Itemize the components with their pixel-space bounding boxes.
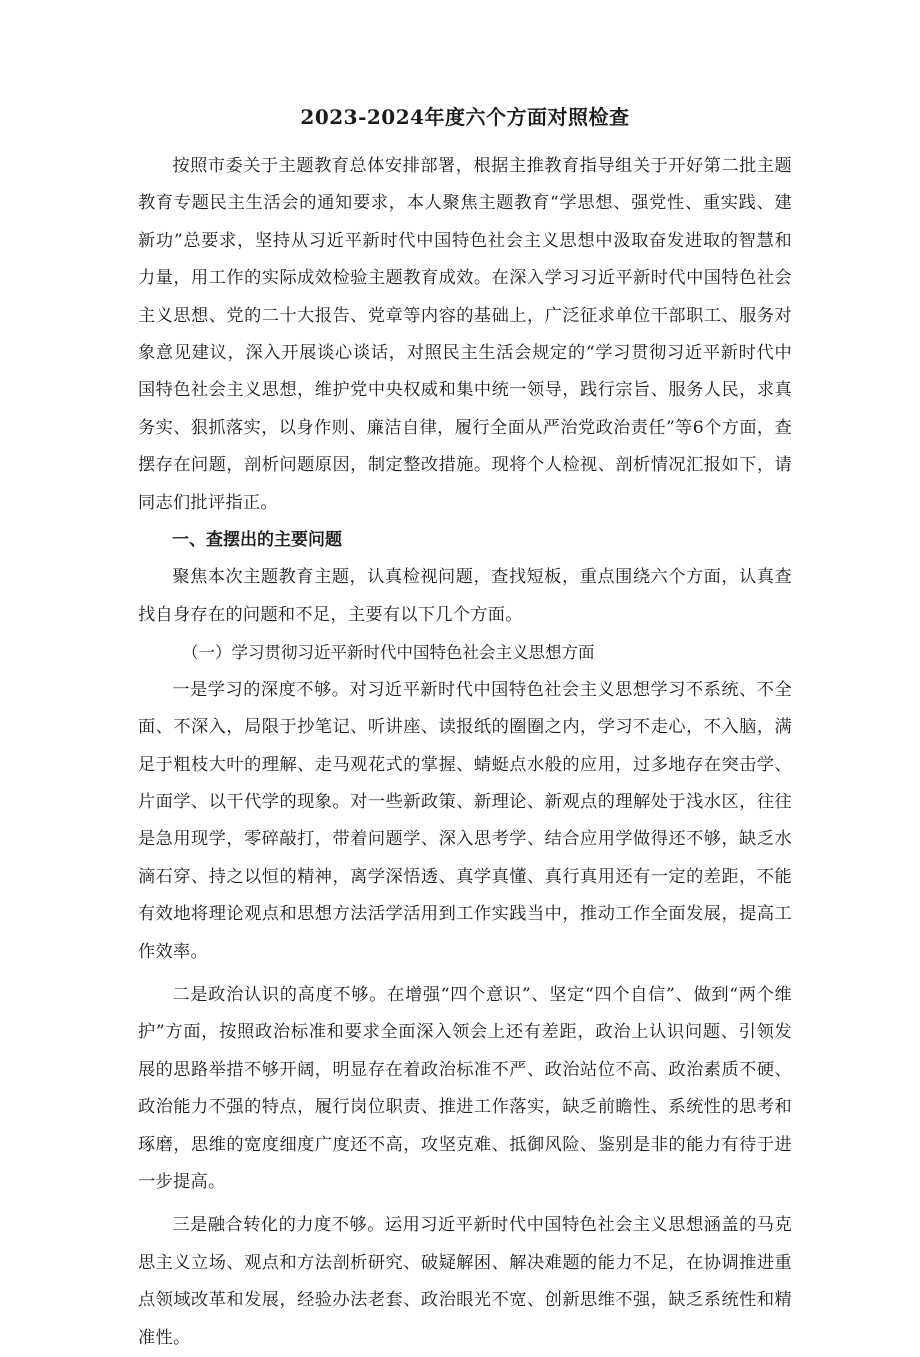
subsection-heading: （一）学习贯彻习近平新时代中国特色社会主义思想方面 [182, 643, 595, 663]
document-page [138, 100, 792, 1357]
body-paragraph-3: 三是融合转化的力度不够。运用习近平新时代中国特色社会主义思想涵盖的马克思主义立场、观点和方法剖析研究、破疑解困、解决难题的能力不足，在协调推进重点领域改革和发展，经验办法老套、政治眼光不宽、创新思维不强，缺乏系统性和精准性。 [138, 1215, 792, 1348]
section-intro-paragraph: 聚焦本次主题教育主题，认真检视问题，查找短板，重点围绕六个方面，认真查找自身存在的问题和不足，主要有以下几个方面。 [138, 567, 792, 625]
intro-paragraph: 按照市委关于主题教育总体安排部署，根据主推教育指导组关于开好第二批主题教育专题民主生活会的通知要求，本人聚焦主题教育“学思想、强党性、重实践、建新功”总要求，坚持从习近平新时代中国特色社会主义思想中汲取奋发进取的智慧和力量，用工作的实际成效检验主题教育成效。在深入学习习近平新时代中国特色社会主义思想、党的二十大报告、党章等内容的基础上，广泛征求单位干部职工、服务对象意见建议，深入开展谈心谈话，对照民主生活会规定的“学习贯彻习近平新时代中国特色社会主义思想，维护党中央权威和集中统一领导，践行宗旨、服务人民，求真务实、狠抓落实，以身作则、廉洁自律，履行全面从严治党政治责任”等6个方面，查摆存在问题，剖析问题原因，制定整改措施。现将个人检视、剖析情况汇报如下，请同志们批评指正。 [138, 156, 792, 513]
document-title: 2023-2024年度六个方面对照检查 [300, 105, 630, 129]
body-paragraph-1: 一是学习的深度不够。对习近平新时代中国特色社会主义思想学习不系统、不全面、不深入，局限于抄笔记、听讲座、读报纸的圈圈之内，学习不走心，不入脑，满足于粗枝大叶的理解、走马观花式的掌握、蜻蜓点水般的应用，过多地存在突击学、片面学、以干代学的现象。对一些新政策、新理论、新观点的理解处于浅水区，往往是急用现学，零碎敲打，带着问题学、深入思考学、结合应用学做得还不够，缺乏水滴石穿、持之以恒的精神，离学深悟透、真学真懂、真行真用还有一定的差距，不能有效地将理论观点和思想方法活学活用到工作实践当中，推动工作全面发展，提高工作效率。 [138, 679, 792, 962]
section-heading: 一、查摆出的主要问题 [172, 530, 342, 551]
body-paragraph-2: 二是政治认识的高度不够。在增强“四个意识”、坚定“四个自信”、做到“两个维护”方面，按照政治标准和要求全面深入领会上还有差距，政治上认识问题、引领发展的思路举措不够开阔，明显存在着政治标准不严、政治站位不高、政治素质不硬、政治能力不强的特点，履行岗位职责、推进工作落实，缺乏前瞻性、系统性的思考和琢磨，思维的宽度细度广度还不高，攻坚克难、抵御风险、鉴别是非的能力有待于进一步提高。 [138, 984, 792, 1192]
